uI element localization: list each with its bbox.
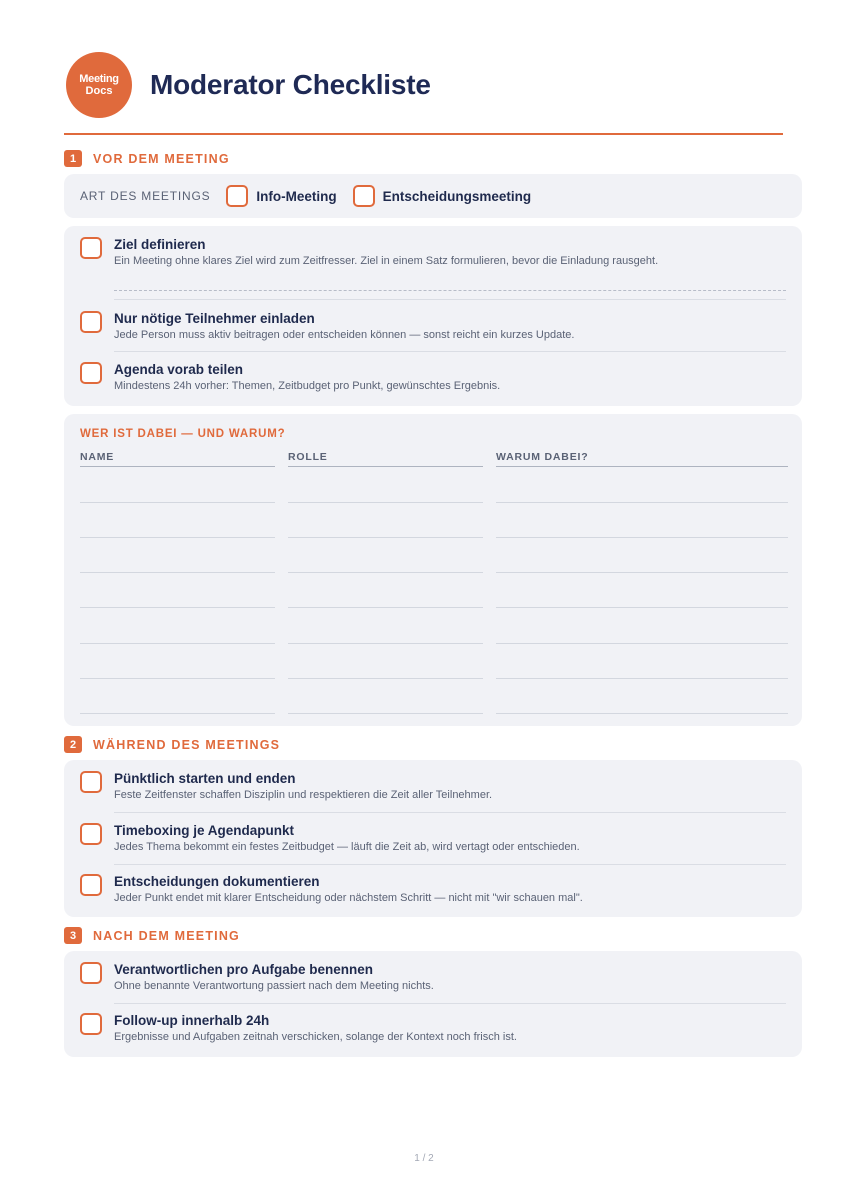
item-description: Feste Zeitfenster schaffen Disziplin und respektieren die Zeit aller Teilnehmer. (114, 789, 493, 801)
checklist-item[interactable] (80, 1013, 786, 1044)
item-title: Nur nötige Teilnehmer einladen (114, 311, 315, 326)
checklist-item[interactable] (80, 771, 786, 802)
meeting-type-label: ART DES MEETINGS (80, 189, 211, 203)
checkbox[interactable] (80, 823, 102, 845)
item-description: Ergebnisse und Aufgaben zeitnah verschicken, solange der Kontext noch frisch ist. (114, 1031, 517, 1043)
header-underline (496, 466, 788, 467)
fill-in-line[interactable] (80, 572, 275, 573)
item-title: Agenda vorab teilen (114, 362, 244, 377)
section-2-header (64, 736, 280, 753)
header-underline (80, 466, 275, 467)
section-3-header (64, 927, 240, 944)
section-3-title: NACH DEM MEETING (93, 928, 240, 943)
divider (114, 864, 786, 865)
item-description: Jedes Thema bekommt ein festes Zeitbudget — läuft die Zeit ab, wird vertagt oder entschieden. (114, 841, 580, 853)
checklist-item[interactable] (80, 962, 786, 993)
checklist-item[interactable] (80, 362, 786, 393)
fill-in-line[interactable] (496, 502, 788, 503)
section-2-title: WÄHREND DES MEETINGS (93, 737, 281, 752)
fill-in-line[interactable] (288, 643, 483, 644)
checkbox[interactable] (80, 1013, 102, 1035)
fill-in-line[interactable] (496, 537, 788, 538)
section-2-number: 2 (64, 736, 82, 753)
fill-in-line[interactable] (288, 713, 483, 714)
section-1-checklist (64, 226, 802, 406)
item-title: Entscheidungen dokumentieren (114, 874, 320, 889)
checkbox[interactable] (80, 771, 102, 793)
checklist-item[interactable] (80, 823, 786, 854)
checkbox[interactable] (80, 237, 102, 259)
column-header-name: NAME (80, 451, 115, 463)
divider (114, 812, 786, 813)
fill-in-line[interactable] (288, 607, 483, 608)
fill-in-line[interactable] (80, 607, 275, 608)
item-title: Ziel definieren (114, 237, 206, 252)
dashed-input-line[interactable] (114, 290, 786, 291)
meetingdocs-logo (66, 52, 132, 118)
fill-in-line[interactable] (288, 572, 483, 573)
fill-in-line[interactable] (288, 502, 483, 503)
section-3-checklist (64, 951, 802, 1057)
section-1-number: 1 (64, 150, 82, 167)
item-title: Follow-up innerhalb 24h (114, 1013, 270, 1028)
option-decision-meeting[interactable] (353, 185, 532, 207)
divider (114, 299, 786, 300)
item-title: Pünktlich starten und enden (114, 771, 296, 786)
checkbox-decision-meeting[interactable] (353, 185, 375, 207)
divider (114, 351, 786, 352)
participants-title: WER IST DABEI — UND WARUM? (80, 428, 286, 440)
section-1-header (64, 150, 230, 167)
checklist-item[interactable] (80, 237, 786, 268)
section-1-title: VOR DEM MEETING (93, 151, 230, 166)
item-description: Jeder Punkt endet mit klarer Entscheidung oder nächstem Schritt — nicht mit "wir schauen mal". (114, 892, 583, 904)
fill-in-line[interactable] (80, 643, 275, 644)
fill-in-line[interactable] (496, 607, 788, 608)
fill-in-line[interactable] (80, 678, 275, 679)
checkbox[interactable] (80, 962, 102, 984)
section-3-number: 3 (64, 927, 82, 944)
item-description: Mindestens 24h vorher: Themen, Zeitbudget pro Punkt, gewünschtes Ergebnis. (114, 380, 501, 392)
header-divider (64, 133, 783, 135)
item-description: Jede Person muss aktiv beitragen oder entscheiden können — sonst reicht ein kurzes Update. (114, 329, 575, 341)
meeting-type-panel (64, 174, 802, 218)
checkbox[interactable] (80, 874, 102, 896)
fill-in-line[interactable] (496, 572, 788, 573)
logo-line-1: Meeting (79, 72, 119, 85)
item-description: Ein Meeting ohne klares Ziel wird zum Zeitfresser. Ziel in einem Satz formulieren, bevor die Einladung rausgeht. (114, 255, 659, 267)
header-underline (288, 466, 483, 467)
fill-in-line[interactable] (288, 678, 483, 679)
checkbox[interactable] (80, 362, 102, 384)
page-title: Moderator Checkliste (150, 69, 431, 100)
fill-in-line[interactable] (288, 537, 483, 538)
column-header-reason: WARUM DABEI? (496, 451, 589, 463)
header (66, 52, 431, 118)
divider (114, 1003, 786, 1004)
checklist-item[interactable] (80, 874, 786, 905)
page-number: 1 / 2 (414, 1153, 434, 1164)
checkbox-info-meeting[interactable] (226, 185, 248, 207)
section-2-checklist (64, 760, 802, 917)
option-decision-meeting-label: Entscheidungsmeeting (382, 188, 532, 204)
fill-in-line[interactable] (496, 678, 788, 679)
fill-in-line[interactable] (496, 643, 788, 644)
logo-line-2: Docs (85, 84, 113, 97)
item-title: Timeboxing je Agendapunkt (114, 823, 295, 838)
participants-panel (64, 414, 802, 726)
column-header-role: ROLLE (288, 451, 328, 463)
item-title: Verantwortlichen pro Aufgabe benennen (114, 962, 374, 977)
option-info-meeting[interactable] (226, 185, 336, 207)
checkbox[interactable] (80, 311, 102, 333)
checklist-item[interactable] (80, 311, 786, 342)
option-info-meeting-label: Info-Meeting (256, 188, 337, 204)
item-description: Ohne benannte Verantwortung passiert nach dem Meeting nichts. (114, 980, 434, 992)
fill-in-line[interactable] (80, 537, 275, 538)
fill-in-line[interactable] (80, 502, 275, 503)
fill-in-line[interactable] (496, 713, 788, 714)
fill-in-line[interactable] (80, 713, 275, 714)
